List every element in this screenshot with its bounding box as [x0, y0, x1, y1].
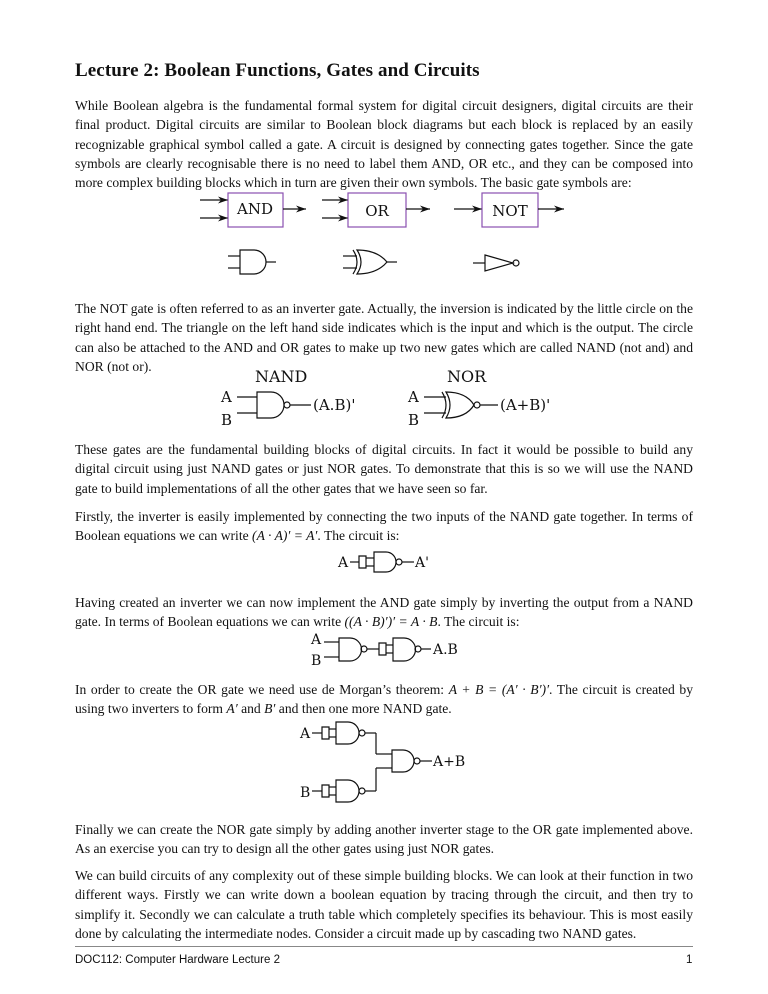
inverter-circuit — [338, 548, 438, 576]
paragraph-fundamental: These gates are the fundamental building blocks of digital circuits. In fact it would be possible to build any digital circuit using just NAND gates or just NOR gates. To demonstrate that this is so we will use the NAND gate to build implementations of all the other gates that we have seen so far. — [75, 442, 693, 496]
paragraph-nor-gate: Finally we can create the NOR gate simply by adding another inverter stage to the OR gate implemented above. As an exercise you can try to design all the other gates using just NOR gates. — [75, 822, 693, 857]
or-circuit-input-b: B — [300, 785, 311, 801]
paragraph-and-gate: Having created an inverter we can now implement the AND gate simply by inverting the output from a NAND gate. In terms of Boolean equations we can write ((A · B)′)′ = A · B. The circuit is: — [75, 595, 693, 630]
paragraph-inverter: Firstly, the inverter is easily implemented by connecting the two inputs of the NAND gate together. In terms of Boolean equations we can write (A · A)′ = A′. The circuit is: — [75, 509, 693, 544]
nand-input-a: A — [221, 388, 232, 406]
gate-block-diagram — [198, 188, 578, 238]
not-gate-symbol — [473, 251, 535, 275]
paragraph-not-gate: The NOT gate is often referred to as an inverter gate. Actually, the inversion is indicated by the little circle on the right hand end. The triangle on the left hand side indicates which is the input and which is the output. The circle can also be attached to the AND and OR gates to make up two new gates which are called NAND (not and) and NOR (not or). — [75, 301, 693, 374]
footer-course: DOC112: Computer Hardware Lecture 2 — [75, 954, 280, 966]
nand-gate-figure — [215, 366, 365, 430]
nor-title: NOR — [447, 367, 487, 386]
and-circuit — [311, 629, 471, 669]
inverter-input: A — [338, 555, 349, 571]
not-block-label: NOT — [492, 202, 528, 220]
or-gate-symbol — [343, 247, 399, 277]
or-circuit-input-a: A — [300, 726, 311, 742]
or-circuit-output: A+B — [433, 754, 466, 770]
footer-divider — [75, 946, 693, 947]
and-gate-symbol — [228, 247, 278, 277]
equation-demorgan: A + B = (A′ · B′)′ — [448, 682, 550, 697]
and-block-label: AND — [237, 200, 273, 218]
page-title: Lecture 2: Boolean Functions, Gates and Circuits — [75, 60, 480, 81]
nand-input-b: B — [221, 411, 233, 429]
paragraph-building-circuits: We can build circuits of any complexity out of these simple building blocks. We can look at their function in two different ways. Firstly we can write down a boolean equation by tracing through the circuit, and then try to simplify it. Secondly we can calculate a truth table which completely specifies its behaviour. This is most easily done by calculating the intermediate nodes. Consider a circuit made up by cascading two NAND gates. — [75, 868, 693, 941]
equation-inverter: (A · A)′ = A′ — [252, 528, 318, 544]
inverter-output: A' — [415, 555, 429, 571]
or-circuit — [300, 720, 490, 804]
nor-output: (A+B)' — [500, 396, 551, 414]
equation-and: ((A · B)′)′ = A · B — [344, 614, 438, 630]
footer-page-number: 1 — [686, 954, 693, 966]
paragraph-or-gate: In order to create the OR gate we need use de Morgan’s theorem: A + B = (A′ · B′)′. The circuit is created by using two inverters to form A′ and B′ and then one more NAND gate. — [75, 682, 693, 717]
nand-output: (A.B)' — [313, 396, 356, 414]
nand-title: NAND — [255, 367, 308, 386]
and-circuit-input-a: A — [311, 632, 322, 648]
and-circuit-input-b: B — [311, 653, 322, 669]
or-block-label: OR — [365, 202, 389, 220]
and-circuit-output: A.B — [433, 642, 458, 658]
nor-input-a: A — [408, 388, 419, 406]
nor-input-b: B — [408, 411, 420, 429]
nor-gate-figure — [404, 366, 564, 430]
paragraph-intro: While Boolean algebra is the fundamental formal system for digital circuit designers, digital circuits are their final product. Digital circuits are similar to Boolean block diagrams but each block is replaced by an easily recognizable graphical symbol called a gate. A circuit is designed by connecting gates together. Since the gate symbols are clearly recognisable there is no need to label them AND, OR etc., and they can be composed into more complex building blocks which in turn are given their own symbols. The basic gate symbols are: — [75, 98, 693, 191]
